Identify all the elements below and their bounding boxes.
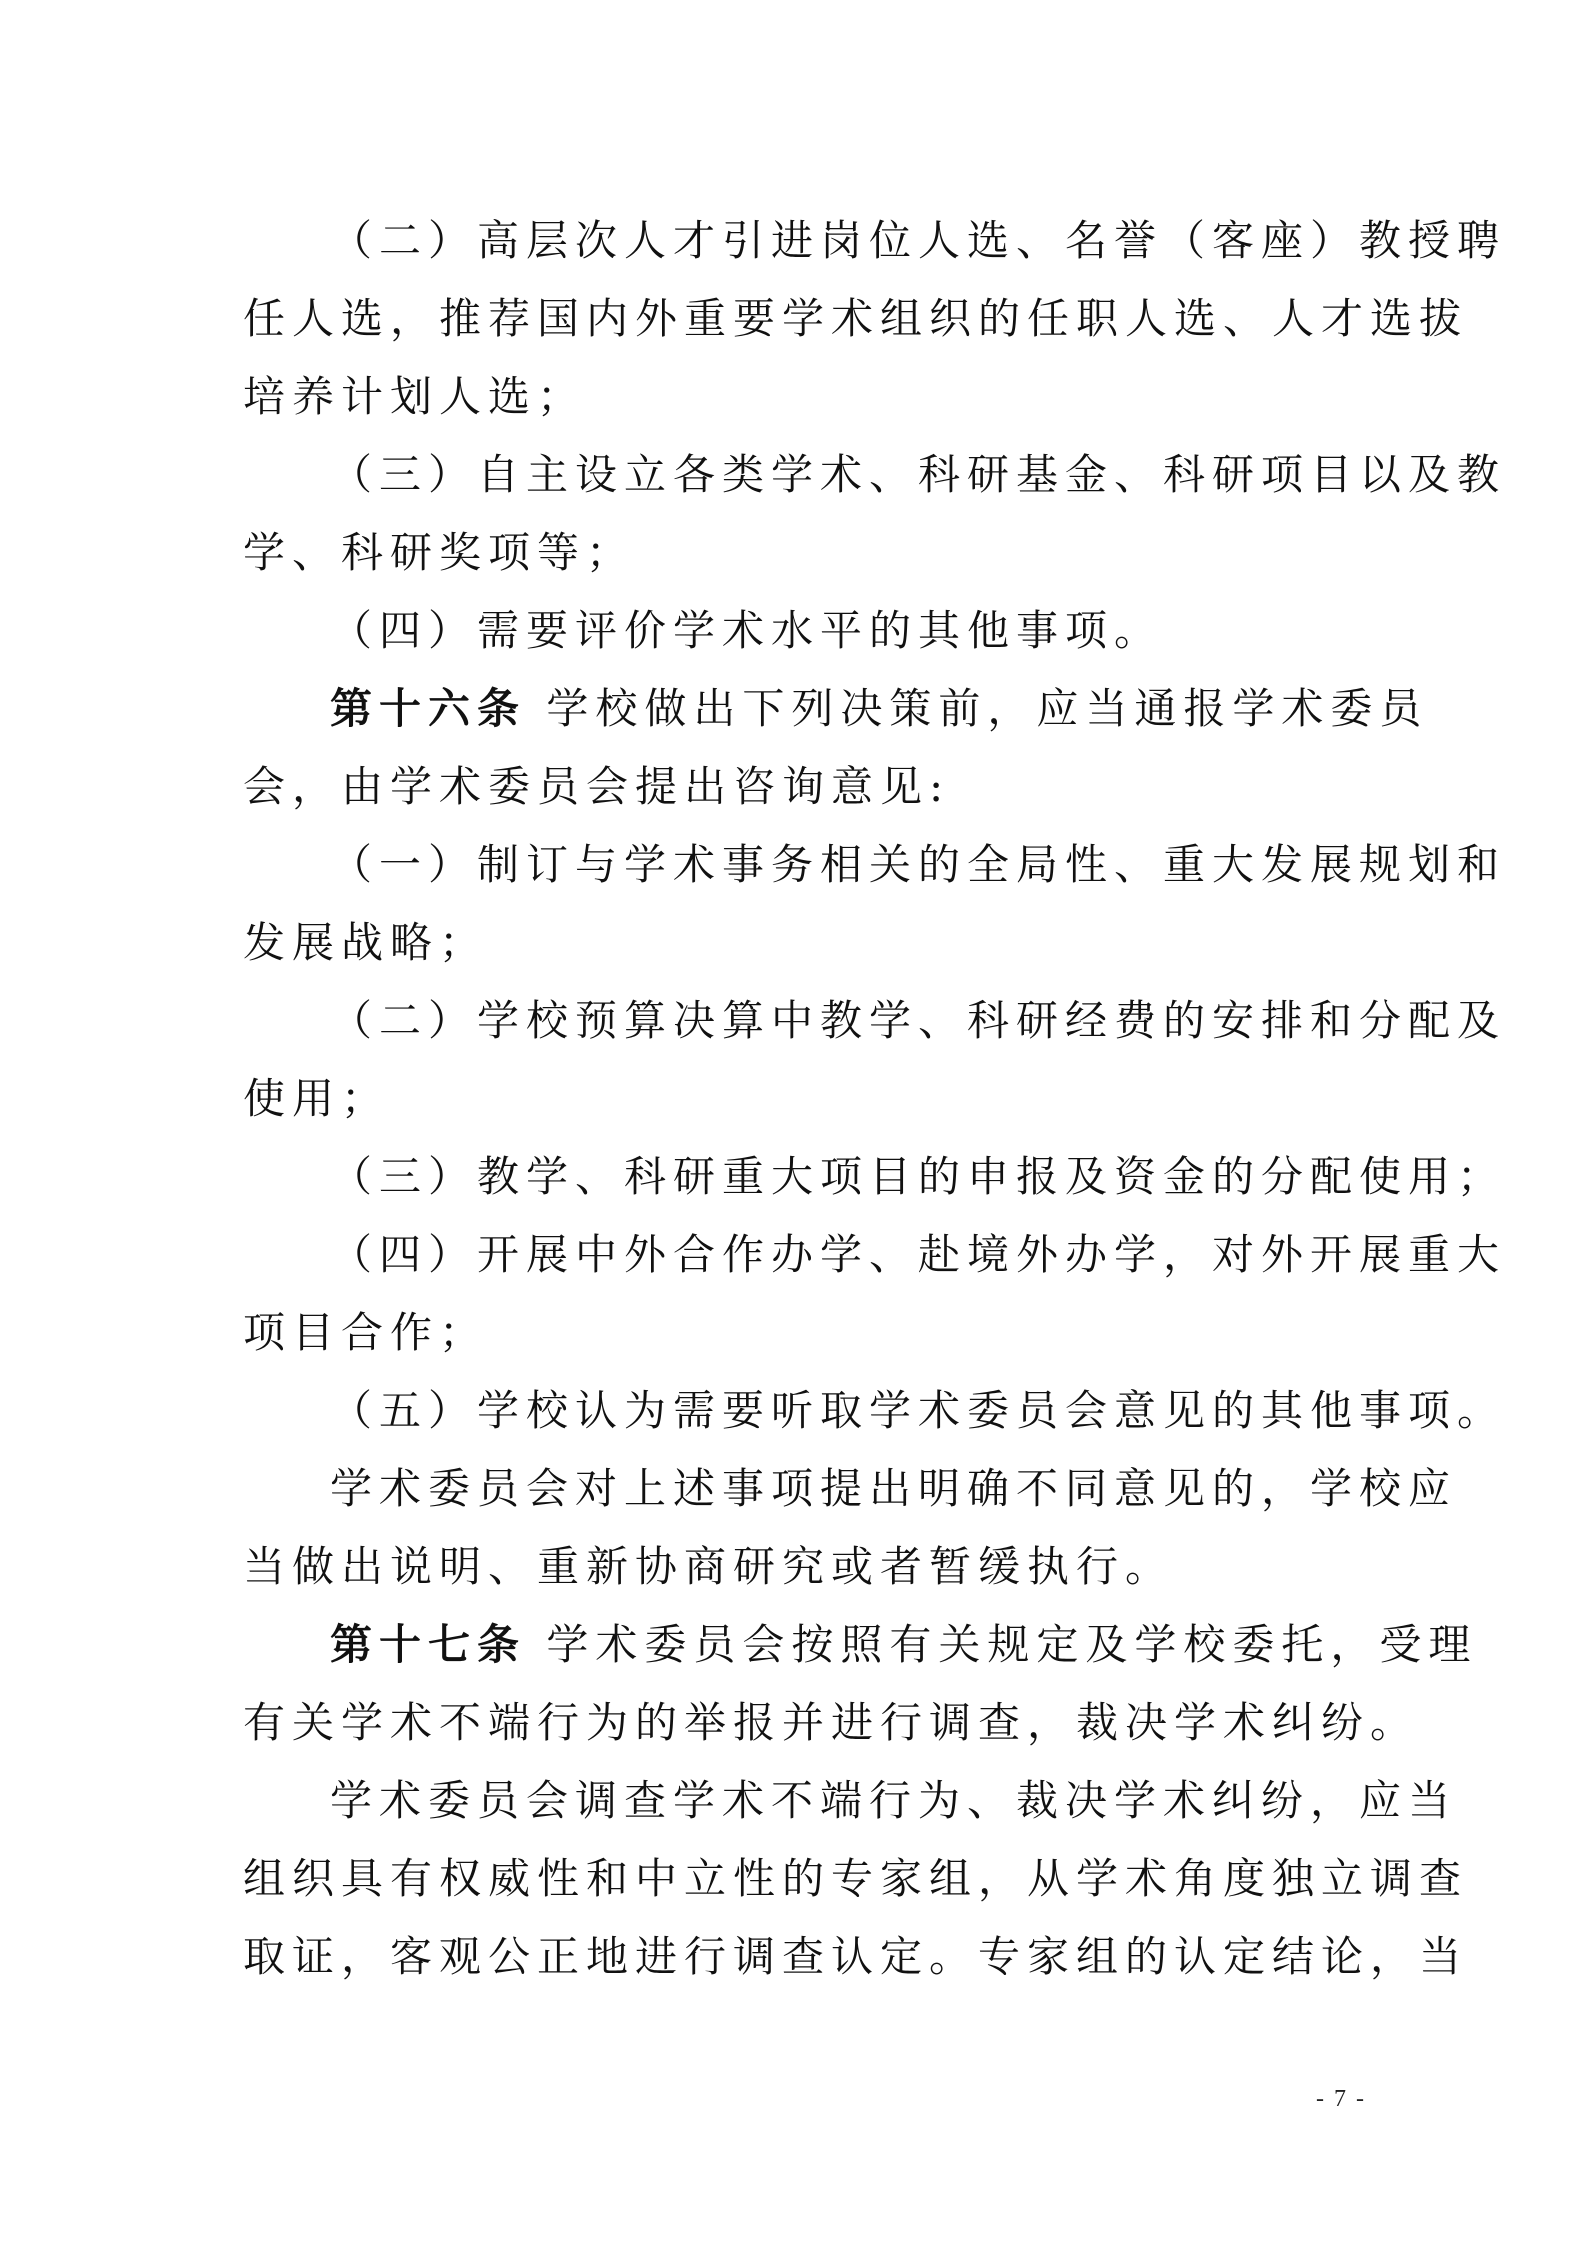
paragraph-text: 学校做出下列决策前，应当通报学术委员 xyxy=(546,684,1429,733)
paragraph-line: 项目合作； xyxy=(243,1308,489,1357)
article-17-first-line xyxy=(330,1620,1477,1670)
paragraph-line: （三）自主设立各类学术、科研基金、科研项目以及教 xyxy=(330,450,1507,499)
paragraph-line: 学术委员会调查学术不端行为、裁决学术纠纷，应当 xyxy=(330,1776,1458,1825)
article-17-label: 第十七条 xyxy=(330,1620,527,1669)
paragraph-line: （一）制订与学术事务相关的全局性、重大发展规划和 xyxy=(330,840,1507,889)
paragraph-line: 当做出说明、重新协商研究或者暂缓执行。 xyxy=(243,1542,1175,1591)
paragraph-line: 组织具有权威性和中立性的专家组，从学术角度独立调查 xyxy=(243,1854,1469,1903)
paragraph-line: 培养计划人选； xyxy=(243,372,587,421)
paragraph-line: （三）教学、科研重大项目的申报及资金的分配使用； xyxy=(330,1152,1507,1201)
paragraph-line: 学术委员会对上述事项提出明确不同意见的，学校应 xyxy=(330,1464,1458,1513)
paragraph-text: 学术委员会按照有关规定及学校委托，受理 xyxy=(546,1620,1478,1669)
paragraph-line: （四）需要评价学术水平的其他事项。 xyxy=(330,606,1164,655)
paragraph-line: 任人选，推荐国内外重要学术组织的任职人选、人才选拔 xyxy=(243,294,1469,343)
paragraph-line: 发展战略； xyxy=(243,918,489,967)
article-16-label: 第十六条 xyxy=(330,684,527,733)
paragraph-line: （五）学校认为需要听取学术委员会意见的其他事项。 xyxy=(330,1386,1507,1435)
paragraph-line: 学、科研奖项等； xyxy=(243,528,636,577)
paragraph-line: 取证，客观公正地进行调查认定。专家组的认定结论，当 xyxy=(243,1932,1469,1981)
paragraph-line: （二）高层次人才引进岗位人选、名誉（客座）教授聘 xyxy=(330,216,1507,265)
page-number: - 7 - xyxy=(1316,2086,1366,2112)
paragraph-line: 有关学术不端行为的举报并进行调查，裁决学术纠纷。 xyxy=(243,1698,1420,1747)
paragraph-line: （二）学校预算决算中教学、科研经费的安排和分配及 xyxy=(330,996,1507,1045)
article-16-first-line xyxy=(330,684,1428,734)
paragraph-line: （四）开展中外合作办学、赴境外办学，对外开展重大 xyxy=(330,1230,1507,1279)
paragraph-line: 使用； xyxy=(243,1074,391,1123)
paragraph-line: 会，由学术委员会提出咨询意见: xyxy=(243,762,951,811)
